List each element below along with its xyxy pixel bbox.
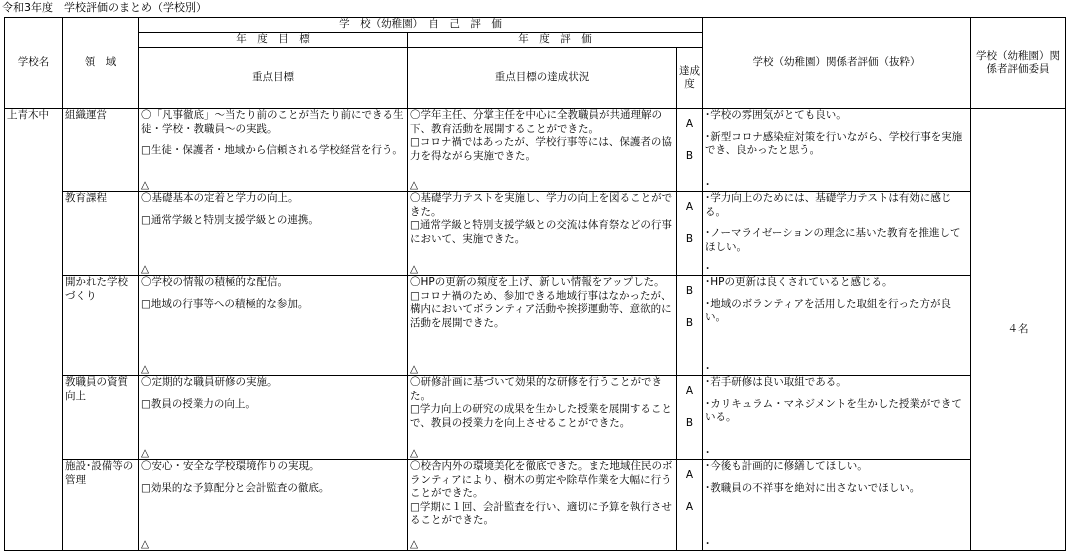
header-annual-goal: 年 度 目 標 xyxy=(139,33,408,48)
evaluation-table xyxy=(4,17,1066,551)
triangle-icon: △ xyxy=(141,537,150,550)
grade-primary: A xyxy=(685,118,694,131)
eval-item: ･ xyxy=(705,178,711,191)
achievement-cell xyxy=(677,376,703,460)
grade-primary: A xyxy=(685,469,694,482)
status-cell xyxy=(408,460,677,551)
triangle-icon: △ xyxy=(141,178,150,191)
goal-secondary: □地域の行事等への積極的な参加。 xyxy=(141,297,309,310)
achievement-cell xyxy=(677,276,703,376)
eval-item: ･ xyxy=(705,537,711,550)
status-cell xyxy=(408,276,677,376)
domain-cell: 開かれた学校づくり xyxy=(63,276,139,376)
table-row xyxy=(5,460,1066,551)
achievement-cell xyxy=(677,192,703,276)
goal-primary: 〇定期的な職員研修の実施。 xyxy=(141,376,278,388)
triangle-icon: △ xyxy=(141,446,150,459)
stakeholder-eval-cell xyxy=(703,276,971,376)
table-row xyxy=(5,376,1066,460)
goal-primary: 〇基礎基本の定着と学力の向上。 xyxy=(141,192,299,204)
eval-item: ･ xyxy=(705,262,711,275)
stakeholder-eval-cell xyxy=(703,460,971,551)
domain-cell: 組織運営 xyxy=(63,109,139,192)
header-annual-eval: 年 度 評 価 xyxy=(408,33,703,48)
goal-cell xyxy=(139,460,408,551)
goal-cell xyxy=(139,276,408,376)
header-key-status: 重点目標の達成状況 xyxy=(408,48,677,109)
header-key-goal: 重点目標 xyxy=(139,48,408,109)
header-domain: 領 域 xyxy=(63,18,139,109)
achievement-cell xyxy=(677,109,703,192)
goal-cell xyxy=(139,109,408,192)
eval-item: ･教職員の不祥事を絶対に出さないでほしい。 xyxy=(705,481,921,494)
triangle-icon: △ xyxy=(410,446,419,459)
goal-secondary: □効果的な予算配分と会計監査の徹底。 xyxy=(141,481,330,494)
status-secondary: □通常学級と特別支援学級との交流は体育祭などの行事において、実施できた。 xyxy=(410,219,672,245)
document-title: 令和3年度 学校評価のまとめ（学校別） xyxy=(2,1,207,14)
domain-cell: 教育課程 xyxy=(63,192,139,276)
header-committee: 学校（幼稚園）関係者評価委員 xyxy=(971,18,1066,109)
eval-item: ･カリキュラム・マネジメントを生かした授業ができている。 xyxy=(705,397,962,423)
stakeholder-eval-cell xyxy=(703,376,971,460)
goal-secondary: □通常学級と特別支援学級との連携。 xyxy=(141,213,319,226)
status-secondary: □学期に１回、会計監査を行い、適切に予算を執行させることができた。 xyxy=(410,500,672,526)
grade-primary: B xyxy=(685,285,694,298)
eval-item: ･ノーマライゼーションの理念に基いた教育を推進してほしい。 xyxy=(705,227,961,253)
achievement-cell xyxy=(677,460,703,551)
stakeholder-eval-cell xyxy=(703,109,971,192)
status-primary: 〇HPの更新の頻度を上げ、新しい情報をアップした。 xyxy=(410,276,665,288)
eval-item: ･若手研修は良い取組である。 xyxy=(705,376,847,388)
goal-cell xyxy=(139,376,408,460)
grade-primary: A xyxy=(685,385,694,398)
goal-cell xyxy=(139,192,408,276)
status-secondary: □コロナ禍ではあったが、学校行事等には、保護者の協力を得ながら実施できた。 xyxy=(410,136,672,162)
grade-primary: A xyxy=(685,201,694,214)
school-name-cell: 上青木中 xyxy=(5,109,63,551)
table-row xyxy=(5,192,1066,276)
goal-secondary: □教員の授業力の向上。 xyxy=(141,397,256,410)
status-primary: 〇校舎内外の環境美化を徹底できた。また地域住民のボランティアにより、樹木の剪定や除草作業を大幅に行うことができた。 xyxy=(410,460,673,499)
table-row xyxy=(5,276,1066,376)
status-cell xyxy=(408,192,677,276)
eval-item: ･学校の雰囲気がとても良い。 xyxy=(705,109,847,121)
header-school-name: 学校名 xyxy=(5,18,63,109)
status-cell xyxy=(408,376,677,460)
grade-secondary: A xyxy=(685,501,694,514)
domain-cell: 教職員の資質向上 xyxy=(63,376,139,460)
header-self-eval: 学 校（幼稚園） 自 己 評 価 xyxy=(139,18,703,33)
triangle-icon: △ xyxy=(410,178,419,191)
eval-item: ･HPの更新は良くされていると感じる。 xyxy=(705,276,893,288)
eval-item: ･ xyxy=(705,362,711,375)
grade-secondary: B xyxy=(685,233,694,246)
status-secondary: □学力向上の研究の成果を生かした授業を展開することで、教員の授業力を向上させることができた。 xyxy=(410,403,672,429)
goal-secondary: □生徒・保護者・地域から信頼される学校経営を行う。 xyxy=(141,144,403,156)
triangle-icon: △ xyxy=(141,262,150,275)
table-row xyxy=(5,109,1066,192)
eval-item: ･ xyxy=(705,446,711,459)
eval-item: ･今後も計画的に修繕してほしい。 xyxy=(705,460,868,472)
eval-item: ･地域のボランティアを活用した取組を行った方が良い。 xyxy=(705,297,951,323)
eval-item: ･新型コロナ感染症対策を行いながら、学校行事を実施でき、良かったと思う。 xyxy=(705,130,963,156)
committee-count-cell: ４名 xyxy=(971,109,1066,551)
domain-cell: 施設･設備等の管理 xyxy=(63,460,139,551)
status-primary: 〇研修計画に基づいて効果的な研修を行うことができた。 xyxy=(410,376,662,402)
header-achievement: 達成度 xyxy=(677,48,703,109)
triangle-icon: △ xyxy=(410,362,419,375)
header-stakeholder-eval: 学校（幼稚園）関係者評価（抜粋） xyxy=(703,18,971,109)
grade-secondary: B xyxy=(685,417,694,430)
triangle-icon: △ xyxy=(141,362,150,375)
status-primary: 〇学年主任、分掌主任を中心に全教職員が共通理解の下、教育活動を展開することができた。 xyxy=(410,109,662,135)
grade-secondary: B xyxy=(685,317,694,330)
eval-item: ･学力向上のためには、基礎学力テストは有効に感じる。 xyxy=(705,192,952,218)
stakeholder-eval-cell xyxy=(703,192,971,276)
grade-secondary: B xyxy=(685,150,694,163)
status-secondary: □コロナ禍のため、参加できる地域行事はなかったが、構内においてボランティア活動や挨拶運動等、意欲的に活動を展開できた。 xyxy=(410,289,672,329)
goal-primary: 〇学校の情報の積極的な配信。 xyxy=(141,276,288,288)
status-primary: 〇基礎学力テストを実施し、学力の向上を図ることができた。 xyxy=(410,192,673,218)
triangle-icon: △ xyxy=(410,262,419,275)
goal-primary: 〇「凡事徹底」～当たり前のことが当たり前にできる生徒・学校・教職員～の実践。 xyxy=(141,109,404,135)
goal-primary: 〇安心・安全な学校環境作りの実現。 xyxy=(141,460,320,472)
status-cell xyxy=(408,109,677,192)
triangle-icon: △ xyxy=(410,537,419,550)
